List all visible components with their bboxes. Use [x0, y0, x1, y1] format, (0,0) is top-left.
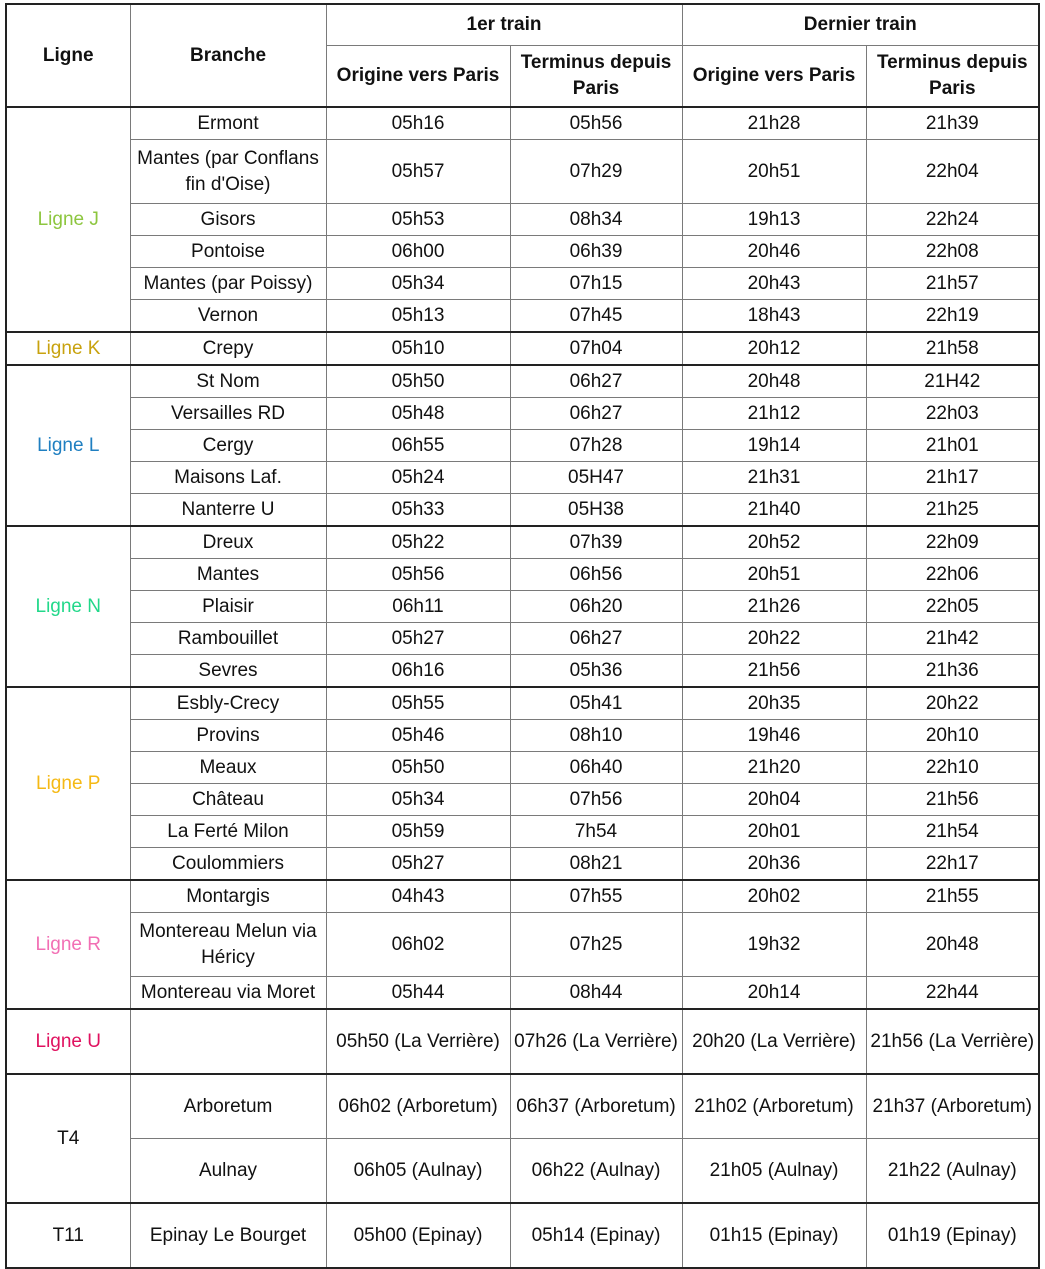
- first-origin-time: 05h34: [326, 784, 510, 816]
- header-first-origin: Origine vers Paris: [326, 46, 510, 108]
- last-origin-time: 21h31: [682, 462, 866, 494]
- first-terminus-time: 06h40: [510, 752, 682, 784]
- branch-name: Ermont: [130, 107, 326, 140]
- branch-name: Cergy: [130, 430, 326, 462]
- last-origin-time: 20h01: [682, 816, 866, 848]
- last-terminus-time: 22h19: [866, 300, 1039, 333]
- last-origin-time: 19h13: [682, 204, 866, 236]
- branch-name: Montereau via Moret: [130, 977, 326, 1010]
- header-last-terminus: Terminus depuis Paris: [866, 46, 1039, 108]
- first-terminus-time: 07h04: [510, 332, 682, 365]
- first-terminus-time: 06h27: [510, 398, 682, 430]
- last-origin-time: 20h36: [682, 848, 866, 881]
- branch-name: Gisors: [130, 204, 326, 236]
- branch-name: Epinay Le Bourget: [130, 1203, 326, 1268]
- first-origin-time: 06h16: [326, 655, 510, 688]
- first-terminus-time: 05H38: [510, 494, 682, 527]
- schedule-table: [5, 3, 1040, 1269]
- first-origin-time: 05h13: [326, 300, 510, 333]
- last-terminus-time: 20h10: [866, 720, 1039, 752]
- table-row: [6, 720, 1039, 752]
- first-terminus-time: 06h22 (Aulnay): [510, 1139, 682, 1204]
- first-terminus-time: 07h25: [510, 913, 682, 977]
- first-origin-time: 06h55: [326, 430, 510, 462]
- branch-name: Plaisir: [130, 591, 326, 623]
- first-terminus-time: 05h56: [510, 107, 682, 140]
- last-terminus-time: 21h39: [866, 107, 1039, 140]
- last-origin-time: 01h15 (Epinay): [682, 1203, 866, 1268]
- last-terminus-time: 21H42: [866, 365, 1039, 398]
- first-origin-time: 04h43: [326, 880, 510, 913]
- line-name: Ligne R: [6, 880, 130, 1009]
- last-terminus-time: 22h06: [866, 559, 1039, 591]
- last-origin-time: 19h32: [682, 913, 866, 977]
- table-row: [6, 913, 1039, 977]
- schedule-body: [6, 107, 1039, 1268]
- branch-name: Vernon: [130, 300, 326, 333]
- first-terminus-time: 08h21: [510, 848, 682, 881]
- header-ligne: Ligne: [6, 4, 130, 107]
- branch-name: Montargis: [130, 880, 326, 913]
- table-row: [6, 1009, 1039, 1074]
- last-terminus-time: 21h56: [866, 784, 1039, 816]
- first-terminus-time: 05h36: [510, 655, 682, 688]
- first-terminus-time: 07h28: [510, 430, 682, 462]
- table-row: [6, 1139, 1039, 1204]
- last-origin-time: 20h48: [682, 365, 866, 398]
- first-origin-time: 05h48: [326, 398, 510, 430]
- branch-name: Rambouillet: [130, 623, 326, 655]
- first-origin-time: 05h44: [326, 977, 510, 1010]
- first-origin-time: 05h55: [326, 687, 510, 720]
- header-first-train: 1er train: [326, 4, 682, 46]
- table-row: [6, 107, 1039, 140]
- branch-name: Arboretum: [130, 1074, 326, 1139]
- last-terminus-time: 22h44: [866, 977, 1039, 1010]
- line-name: Ligne J: [6, 107, 130, 332]
- first-terminus-time: 07h29: [510, 140, 682, 204]
- last-origin-time: 21h05 (Aulnay): [682, 1139, 866, 1204]
- last-origin-time: 20h51: [682, 559, 866, 591]
- first-origin-time: 05h16: [326, 107, 510, 140]
- last-origin-time: 20h22: [682, 623, 866, 655]
- table-row: [6, 268, 1039, 300]
- table-row: [6, 236, 1039, 268]
- first-origin-time: 05h50: [326, 365, 510, 398]
- branch-name: Aulnay: [130, 1139, 326, 1204]
- table-row: [6, 655, 1039, 688]
- last-origin-time: 21h12: [682, 398, 866, 430]
- table-row: [6, 430, 1039, 462]
- first-terminus-time: 06h56: [510, 559, 682, 591]
- table-row: [6, 332, 1039, 365]
- table-row: [6, 880, 1039, 913]
- header-row-top: [6, 4, 1039, 46]
- last-terminus-time: 22h24: [866, 204, 1039, 236]
- table-row: [6, 365, 1039, 398]
- last-terminus-time: 22h10: [866, 752, 1039, 784]
- last-terminus-time: 01h19 (Epinay): [866, 1203, 1039, 1268]
- last-terminus-time: 22h17: [866, 848, 1039, 881]
- branch-name: Meaux: [130, 752, 326, 784]
- branch-name: Esbly-Crecy: [130, 687, 326, 720]
- table-row: [6, 462, 1039, 494]
- first-origin-time: 05h50: [326, 752, 510, 784]
- table-row: [6, 559, 1039, 591]
- branch-name: Maisons Laf.: [130, 462, 326, 494]
- last-origin-time: 20h12: [682, 332, 866, 365]
- last-origin-time: 20h20 (La Verrière): [682, 1009, 866, 1074]
- line-name: Ligne L: [6, 365, 130, 526]
- last-origin-time: 21h56: [682, 655, 866, 688]
- branch-name: Versailles RD: [130, 398, 326, 430]
- last-origin-time: 21h02 (Arboretum): [682, 1074, 866, 1139]
- line-name: Ligne U: [6, 1009, 130, 1074]
- branch-name: Dreux: [130, 526, 326, 559]
- line-name: Ligne N: [6, 526, 130, 687]
- last-terminus-time: 21h37 (Arboretum): [866, 1074, 1039, 1139]
- header-first-terminus: Terminus depuis Paris: [510, 46, 682, 108]
- last-terminus-time: 21h55: [866, 880, 1039, 913]
- table-row: [6, 526, 1039, 559]
- last-origin-time: 18h43: [682, 300, 866, 333]
- last-origin-time: 20h02: [682, 880, 866, 913]
- last-origin-time: 20h43: [682, 268, 866, 300]
- last-terminus-time: 21h58: [866, 332, 1039, 365]
- first-origin-time: 06h02: [326, 913, 510, 977]
- first-terminus-time: 07h45: [510, 300, 682, 333]
- branch-name: Sevres: [130, 655, 326, 688]
- header-branche: Branche: [130, 4, 326, 107]
- first-origin-time: 05h34: [326, 268, 510, 300]
- last-origin-time: 20h35: [682, 687, 866, 720]
- last-origin-time: 19h14: [682, 430, 866, 462]
- first-origin-time: 05h00 (Epinay): [326, 1203, 510, 1268]
- branch-name: Crepy: [130, 332, 326, 365]
- line-name: Ligne K: [6, 332, 130, 365]
- first-terminus-time: 07h39: [510, 526, 682, 559]
- header-last-train: Dernier train: [682, 4, 1039, 46]
- branch-name: Coulommiers: [130, 848, 326, 881]
- first-terminus-time: 7h54: [510, 816, 682, 848]
- branch-name: [130, 1009, 326, 1074]
- table-row: [6, 494, 1039, 527]
- first-terminus-time: 05h14 (Epinay): [510, 1203, 682, 1268]
- table-row: [6, 300, 1039, 333]
- table-row: [6, 848, 1039, 881]
- header-last-origin: Origine vers Paris: [682, 46, 866, 108]
- table-row: [6, 687, 1039, 720]
- first-terminus-time: 08h44: [510, 977, 682, 1010]
- table-row: [6, 977, 1039, 1010]
- first-origin-time: 05h50 (La Verrière): [326, 1009, 510, 1074]
- first-terminus-time: 05H47: [510, 462, 682, 494]
- last-terminus-time: 21h56 (La Verrière): [866, 1009, 1039, 1074]
- first-terminus-time: 06h20: [510, 591, 682, 623]
- table-row: [6, 398, 1039, 430]
- table-row: [6, 140, 1039, 204]
- first-origin-time: 06h11: [326, 591, 510, 623]
- table-row: [6, 591, 1039, 623]
- last-terminus-time: 22h08: [866, 236, 1039, 268]
- last-terminus-time: 20h22: [866, 687, 1039, 720]
- first-origin-time: 05h10: [326, 332, 510, 365]
- branch-name: Nanterre U: [130, 494, 326, 527]
- last-terminus-time: 20h48: [866, 913, 1039, 977]
- table-row: [6, 204, 1039, 236]
- branch-name: La Ferté Milon: [130, 816, 326, 848]
- last-terminus-time: 22h04: [866, 140, 1039, 204]
- last-terminus-time: 21h57: [866, 268, 1039, 300]
- table-row: [6, 752, 1039, 784]
- first-origin-time: 05h27: [326, 848, 510, 881]
- first-origin-time: 05h24: [326, 462, 510, 494]
- table-row: [6, 623, 1039, 655]
- first-origin-time: 05h22: [326, 526, 510, 559]
- line-name: T4: [6, 1074, 130, 1203]
- first-origin-time: 05h53: [326, 204, 510, 236]
- branch-name: St Nom: [130, 365, 326, 398]
- last-terminus-time: 21h01: [866, 430, 1039, 462]
- first-terminus-time: 07h55: [510, 880, 682, 913]
- last-terminus-time: 21h54: [866, 816, 1039, 848]
- last-origin-time: 20h46: [682, 236, 866, 268]
- branch-name: Mantes (par Conflans fin d'Oise): [130, 140, 326, 204]
- last-origin-time: 19h46: [682, 720, 866, 752]
- last-terminus-time: 21h25: [866, 494, 1039, 527]
- last-terminus-time: 21h17: [866, 462, 1039, 494]
- first-origin-time: 06h05 (Aulnay): [326, 1139, 510, 1204]
- line-name: Ligne P: [6, 687, 130, 880]
- last-terminus-time: 21h22 (Aulnay): [866, 1139, 1039, 1204]
- first-terminus-time: 06h39: [510, 236, 682, 268]
- line-name: T11: [6, 1203, 130, 1268]
- first-terminus-time: 07h56: [510, 784, 682, 816]
- last-origin-time: 20h14: [682, 977, 866, 1010]
- first-terminus-time: 08h34: [510, 204, 682, 236]
- last-terminus-time: 22h09: [866, 526, 1039, 559]
- last-terminus-time: 22h03: [866, 398, 1039, 430]
- first-terminus-time: 06h27: [510, 365, 682, 398]
- first-terminus-time: 06h37 (Arboretum): [510, 1074, 682, 1139]
- first-origin-time: 06h00: [326, 236, 510, 268]
- last-origin-time: 21h40: [682, 494, 866, 527]
- last-origin-time: 20h04: [682, 784, 866, 816]
- first-origin-time: 05h46: [326, 720, 510, 752]
- first-terminus-time: 07h26 (La Verrière): [510, 1009, 682, 1074]
- last-terminus-time: 21h36: [866, 655, 1039, 688]
- first-origin-time: 05h56: [326, 559, 510, 591]
- branch-name: Mantes (par Poissy): [130, 268, 326, 300]
- last-terminus-time: 21h42: [866, 623, 1039, 655]
- last-origin-time: 21h20: [682, 752, 866, 784]
- first-terminus-time: 05h41: [510, 687, 682, 720]
- last-origin-time: 20h51: [682, 140, 866, 204]
- first-origin-time: 05h59: [326, 816, 510, 848]
- first-terminus-time: 08h10: [510, 720, 682, 752]
- table-row: [6, 1074, 1039, 1139]
- last-terminus-time: 22h05: [866, 591, 1039, 623]
- last-origin-time: 21h28: [682, 107, 866, 140]
- first-origin-time: 05h27: [326, 623, 510, 655]
- first-origin-time: 05h57: [326, 140, 510, 204]
- last-origin-time: 21h26: [682, 591, 866, 623]
- table-row: [6, 784, 1039, 816]
- table-row: [6, 816, 1039, 848]
- table-row: [6, 1203, 1039, 1268]
- branch-name: Mantes: [130, 559, 326, 591]
- last-origin-time: 20h52: [682, 526, 866, 559]
- first-origin-time: 05h33: [326, 494, 510, 527]
- first-origin-time: 06h02 (Arboretum): [326, 1074, 510, 1139]
- first-terminus-time: 07h15: [510, 268, 682, 300]
- branch-name: Château: [130, 784, 326, 816]
- first-terminus-time: 06h27: [510, 623, 682, 655]
- branch-name: Montereau Melun via Héricy: [130, 913, 326, 977]
- branch-name: Pontoise: [130, 236, 326, 268]
- branch-name: Provins: [130, 720, 326, 752]
